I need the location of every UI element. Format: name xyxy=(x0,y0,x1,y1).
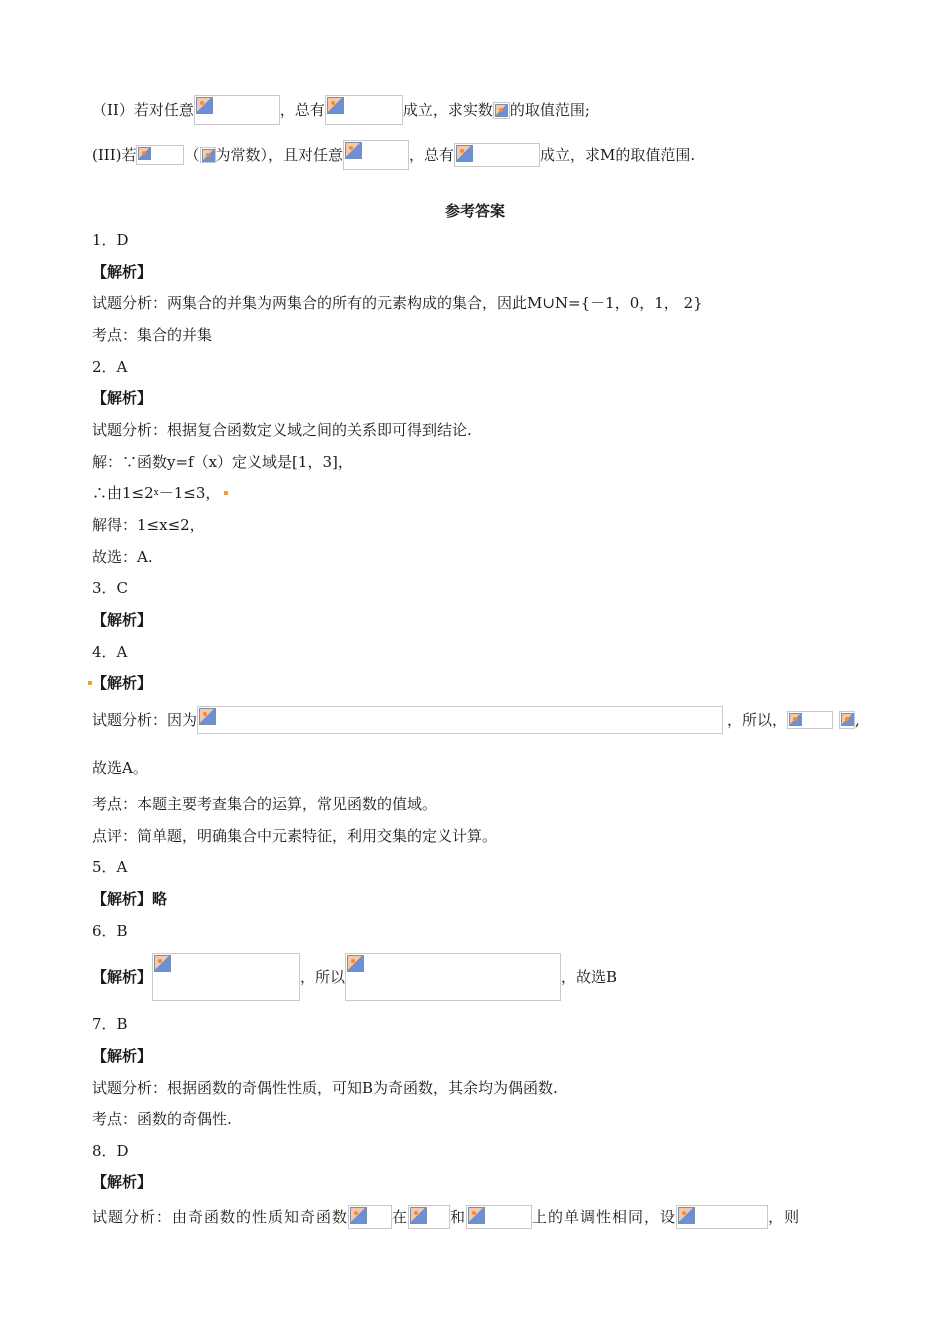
marker-dot xyxy=(224,491,228,495)
answer-4-kaodian: 考点：本题主要考查集合的运算，常见函数的值域。 xyxy=(92,795,438,813)
answer-8: 8．D xyxy=(92,1142,129,1160)
text: 【解析】 xyxy=(92,674,153,692)
answer-1-kaodian: 考点：集合的并集 xyxy=(92,326,213,344)
text: ，总有 xyxy=(409,146,455,164)
formula-image xyxy=(152,953,300,1001)
text: ，故选B xyxy=(561,968,618,986)
formula-image xyxy=(200,147,216,163)
broken-image-icon xyxy=(468,1207,485,1224)
answers-title: 参考答案 xyxy=(444,202,505,220)
answer-7-analysis: 试题分析：根据函数的奇偶性性质，可知B为奇函数，其余均为偶函数. xyxy=(92,1079,558,1097)
broken-image-icon xyxy=(495,104,508,117)
formula-image xyxy=(839,711,855,729)
text: , xyxy=(855,711,860,729)
superscript: x xyxy=(153,488,159,498)
text: ∴由1≤2 xyxy=(92,484,154,502)
text: (III)若 xyxy=(92,146,137,164)
broken-image-icon xyxy=(347,955,364,972)
answer-2-solution-2 xyxy=(92,483,228,503)
answer-2-solution-4: 故选：A. xyxy=(92,548,153,566)
text: －1≤3， xyxy=(158,484,221,502)
text: （II）若对任意 xyxy=(92,101,194,119)
answer-4-choose: 故选A。 xyxy=(92,759,148,777)
text: 的取值范围; xyxy=(509,101,590,119)
text: 上的单调性相同，设 xyxy=(532,1208,677,1226)
formula-image xyxy=(345,953,561,1001)
text: 试题分析：由奇函数的性质知奇函数 xyxy=(92,1208,349,1226)
analysis-label: 【解析】 xyxy=(92,1173,153,1191)
text: 成立，求M的取值范围. xyxy=(540,146,696,164)
broken-image-icon xyxy=(345,142,362,159)
text: 在 xyxy=(392,1208,409,1226)
text: ，则 xyxy=(768,1208,801,1226)
analysis-label xyxy=(92,673,152,693)
broken-image-icon xyxy=(154,955,171,972)
broken-image-icon xyxy=(789,713,802,726)
formula-image xyxy=(136,145,184,165)
text: ，所以， xyxy=(727,711,788,729)
broken-image-icon xyxy=(410,1207,427,1224)
answer-2-analysis: 试题分析：根据复合函数定义域之间的关系即可得到结论. xyxy=(92,421,472,439)
answer-2-solution-1: 解：∵函数y=f（x）定义域是[1，3]， xyxy=(92,453,353,471)
answer-7-kaodian: 考点：函数的奇偶性. xyxy=(92,1110,232,1128)
formula-image xyxy=(466,1205,532,1229)
text: ，所以 xyxy=(300,968,346,986)
analysis-label: 【解析】 xyxy=(92,1047,153,1065)
broken-image-icon xyxy=(350,1207,367,1224)
answer-1: 1．D xyxy=(92,231,129,249)
answer-4-analysis xyxy=(92,706,860,734)
formula-image xyxy=(676,1205,768,1229)
answer-2-solution-3: 解得：1≤x≤2， xyxy=(92,516,205,534)
analysis-label: 【解析】 xyxy=(92,389,153,407)
answer-6: 6．B xyxy=(92,922,128,940)
text: ，总有 xyxy=(279,101,325,119)
broken-image-icon xyxy=(456,145,473,162)
broken-image-icon xyxy=(841,713,854,726)
answer-5-analysis: 【解析】略 xyxy=(92,890,168,908)
text: 成立，求实数 xyxy=(402,101,493,119)
answer-6-analysis xyxy=(92,953,617,1001)
formula-image xyxy=(408,1205,450,1229)
formula-image xyxy=(194,95,280,125)
answer-7: 7．B xyxy=(92,1015,128,1033)
broken-image-icon xyxy=(202,149,215,162)
formula-image xyxy=(325,95,403,125)
text: 为常数），且对任意 xyxy=(215,146,344,164)
answer-2: 2．A xyxy=(92,358,128,376)
answer-4: 4．A xyxy=(92,643,128,661)
answer-3: 3．C xyxy=(92,579,129,597)
formula-image xyxy=(787,711,833,729)
broken-image-icon xyxy=(138,147,151,160)
formula-image xyxy=(348,1205,392,1229)
formula-image xyxy=(493,102,510,119)
answer-8-analysis xyxy=(92,1205,800,1229)
answer-5: 5．A xyxy=(92,858,128,876)
formula-image xyxy=(197,706,723,734)
text: 试题分析：因为 xyxy=(92,711,198,729)
analysis-label: 【解析】 xyxy=(92,611,153,629)
analysis-label: 【解析】 xyxy=(92,263,153,281)
formula-image xyxy=(343,140,409,170)
answer-4-pingjia: 点评：简单题，明确集合中元素特征，利用交集的定义计算。 xyxy=(92,827,498,845)
broken-image-icon xyxy=(327,97,344,114)
formula-image xyxy=(454,143,540,167)
broken-image-icon xyxy=(196,97,213,114)
text: 和 xyxy=(450,1208,467,1226)
broken-image-icon xyxy=(199,708,216,725)
text: （ xyxy=(184,146,200,164)
broken-image-icon xyxy=(678,1207,695,1224)
answer-1-analysis: 试题分析：两集合的并集为两集合的所有的元素构成的集合，因此M∪N={－1，0，1， 2} xyxy=(92,294,703,312)
question-3-line xyxy=(92,140,695,170)
analysis-label: 【解析】 xyxy=(92,968,153,986)
question-2-line xyxy=(92,95,590,125)
